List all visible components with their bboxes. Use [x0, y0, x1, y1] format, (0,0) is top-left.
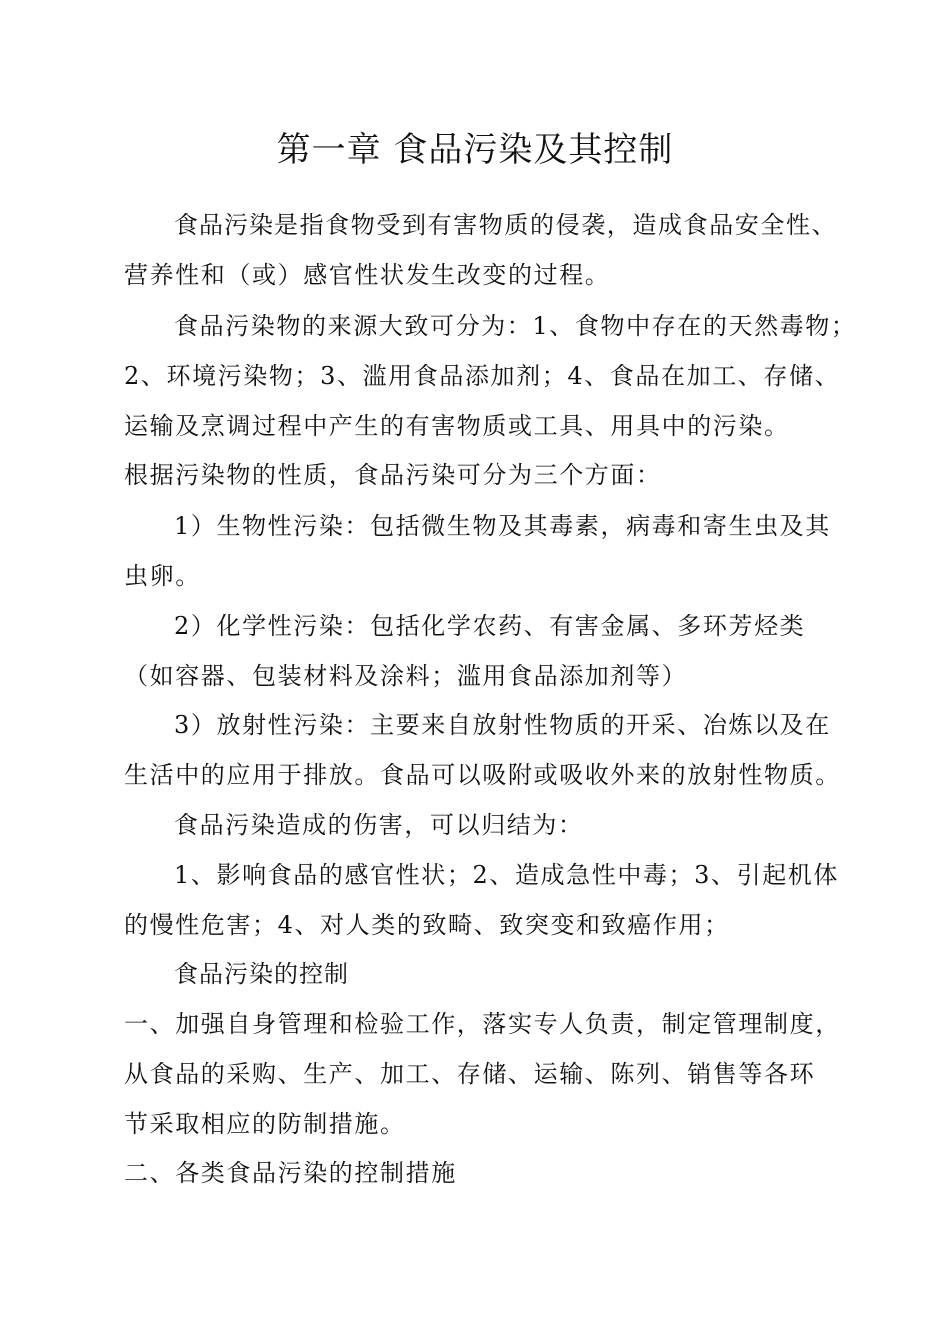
chapter-title: 第一章 食品污染及其控制: [276, 130, 674, 170]
sources-line-2: 2、环境污染物；3、滥用食品添加剂；4、食品在加工、存储、: [124, 362, 841, 390]
control-item-1-line-2: 从食品的采购、生产、加工、存储、运输、陈列、销售等各环: [124, 1060, 816, 1088]
harm-line-1: 1、影响食品的感官性状；2、造成急性中毒；3、引起机体: [174, 861, 840, 889]
control-heading: 食品污染的控制: [174, 960, 349, 988]
definition-line-2: 营养性和（或）感官性状发生改变的过程。: [124, 261, 611, 289]
category-radioactive-line-2: 生活中的应用于排放。食品可以吸附或吸收外来的放射性物质。: [124, 761, 841, 789]
control-item-2: 二、各类食品污染的控制措施: [124, 1159, 457, 1187]
control-item-1-line-3: 节采取相应的防制措施。: [124, 1110, 406, 1138]
sources-line-1: 食品污染物的来源大致可分为：1、食物中存在的天然毒物；: [174, 312, 857, 340]
harm-intro: 食品污染造成的伤害，可以归结为：: [174, 811, 584, 839]
category-biological-line-1: 1）生物性污染：包括微生物及其毒素，病毒和寄生虫及其: [174, 512, 831, 540]
classification-intro: 根据污染物的性质，食品污染可分为三个方面：: [124, 461, 662, 489]
sources-line-3: 运输及烹调过程中产生的有害物质或工具、用具中的污染。: [124, 412, 790, 440]
category-chemical-line-1: 2）化学性污染：包括化学农药、有害金属、多环芳烃类: [174, 612, 806, 640]
category-biological-line-2: 虫卵。: [124, 562, 201, 590]
harm-line-2: 的慢性危害；4、对人类的致畸、致突变和致癌作用；: [124, 911, 730, 939]
control-item-1-line-1: 一、加强自身管理和检验工作，落实专人负责，制定管理制度，: [124, 1010, 841, 1038]
definition-line-1: [174, 208, 894, 242]
category-radioactive-line-1: 3）放射性污染：主要来自放射性物质的开采、冶炼以及在: [174, 711, 831, 739]
category-chemical-line-2: （如容器、包装材料及涂料；滥用食品添加剂等）: [124, 662, 688, 690]
definition-term: 食品污染: [174, 211, 274, 239]
definition-text: 是指食物受到有害物质的侵袭，造成食品安全性、: [274, 211, 838, 239]
